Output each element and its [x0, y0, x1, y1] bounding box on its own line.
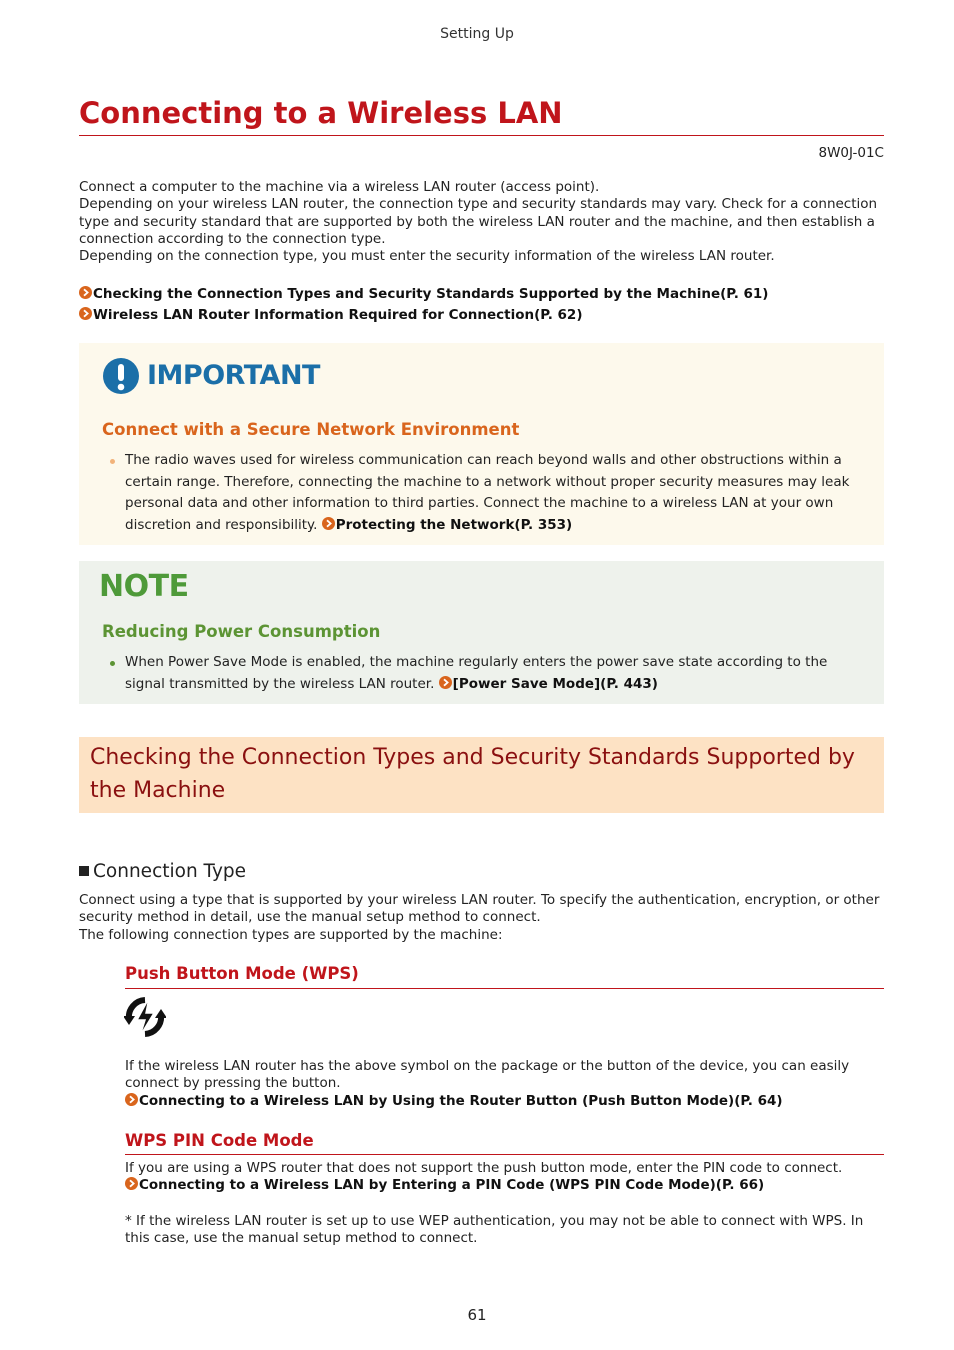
link-protecting-network[interactable]	[322, 517, 572, 533]
important-bullet-text: The radio waves used for wireless communication can reach beyond walls and other obstructions within a certain range. Therefore, connecting the machine to a network without proper security measures may leak personal data and other information to third parties. Connect the machine to a wireless LAN at your own discretion and responsibility.	[125, 452, 850, 533]
intro-line-3: Depending on the connection type, you must enter the security information of the wireless LAN router.	[79, 248, 775, 265]
push-button-description: If the wireless LAN router has the above symbol on the package or the button of the device, you can easily connect by pressing the button.	[125, 1058, 850, 1092]
intro-line-1: Connect a computer to the machine via a wireless LAN router (access point).	[79, 179, 600, 195]
pin-mode-text	[125, 1160, 884, 1195]
link-text: Protecting the Network(P. 353)	[335, 516, 573, 533]
push-button-heading: Push Button Mode (WPS)	[125, 964, 359, 983]
page-number: 61	[467, 1306, 487, 1324]
link-arrow-icon	[125, 1177, 138, 1190]
link-router-info[interactable]	[79, 307, 884, 323]
bullet-dot	[110, 661, 115, 666]
note-bullet-text: When Power Save Mode is enabled, the machine regularly enters the power save state according to the signal transmitted by the wireless LAN router.	[125, 654, 828, 692]
subsection-heading-text: Connection Type	[93, 861, 247, 882]
square-bullet-icon	[79, 866, 89, 876]
pin-mode-description: If you are using a WPS router that does not support the push button mode, enter the PIN code to connect.	[125, 1160, 843, 1176]
exclamation-icon	[102, 357, 140, 395]
link-text: Wireless LAN Router Information Required for Connection(P. 62)	[93, 307, 583, 323]
title-rule	[79, 135, 884, 136]
push-button-rule	[125, 988, 884, 989]
page-title: Connecting to a Wireless LAN	[79, 96, 563, 130]
important-heading: Connect with a Secure Network Environment	[102, 420, 520, 439]
note-heading: Reducing Power Consumption	[102, 622, 381, 641]
pin-mode-rule	[125, 1154, 884, 1155]
running-header: Setting Up	[440, 26, 514, 42]
link-checking-types[interactable]	[79, 286, 884, 302]
link-arrow-icon	[125, 1093, 138, 1106]
link-text: [Power Save Mode](P. 443)	[452, 675, 658, 692]
link-push-button-mode[interactable]	[125, 1093, 884, 1110]
note-label: NOTE	[99, 569, 189, 604]
connection-type-para-1: Connect using a type that is supported by your wireless LAN router. To specify the authentication, encryption, or other security method in detail, use the manual setup method to connect.	[79, 892, 880, 926]
link-text: Connecting to a Wireless LAN by Using the Router Button (Push Button Mode)(P. 64)	[139, 1092, 783, 1109]
bullet-dot	[110, 459, 115, 464]
connection-type-text	[79, 892, 884, 944]
link-arrow-icon	[439, 676, 452, 689]
push-button-text	[125, 1058, 884, 1110]
section-title: Checking the Connection Types and Security Standards Supported by the Machine	[90, 745, 855, 803]
link-arrow-icon	[322, 517, 335, 530]
link-text: Connecting to a Wireless LAN by Entering a PIN Code (WPS PIN Code Mode)(P. 66)	[139, 1177, 765, 1194]
connection-type-para-2: The following connection types are supported by the machine:	[79, 926, 503, 943]
important-bullet	[125, 450, 860, 536]
link-text: Checking the Connection Types and Security Standards Supported by the Machine(P. 61)	[93, 286, 769, 302]
link-arrow-icon	[79, 286, 92, 299]
pin-mode-heading: WPS PIN Code Mode	[125, 1131, 314, 1150]
important-label: IMPORTANT	[147, 360, 320, 391]
note-bullet	[125, 652, 860, 695]
wps-symbol-icon	[124, 995, 166, 1039]
intro-line-2: Depending on your wireless LAN router, the connection type and security standards may vary. Check for a connection type and security standard that are supported by both the wireless LAN router and the machine, and then establish a connection according to the connection type.	[79, 196, 878, 247]
link-power-save-mode[interactable]	[439, 676, 658, 692]
document-id: 8W0J-01C	[818, 145, 884, 161]
link-arrow-icon	[79, 307, 92, 320]
subsection-heading	[79, 859, 246, 885]
link-pin-code-mode[interactable]	[125, 1177, 884, 1194]
wep-footnote: * If the wireless LAN router is set up to use WEP authentication, you may not be able to connect with WPS. In this case, use the manual setup method to connect.	[125, 1213, 864, 1247]
intro-text	[79, 179, 884, 265]
